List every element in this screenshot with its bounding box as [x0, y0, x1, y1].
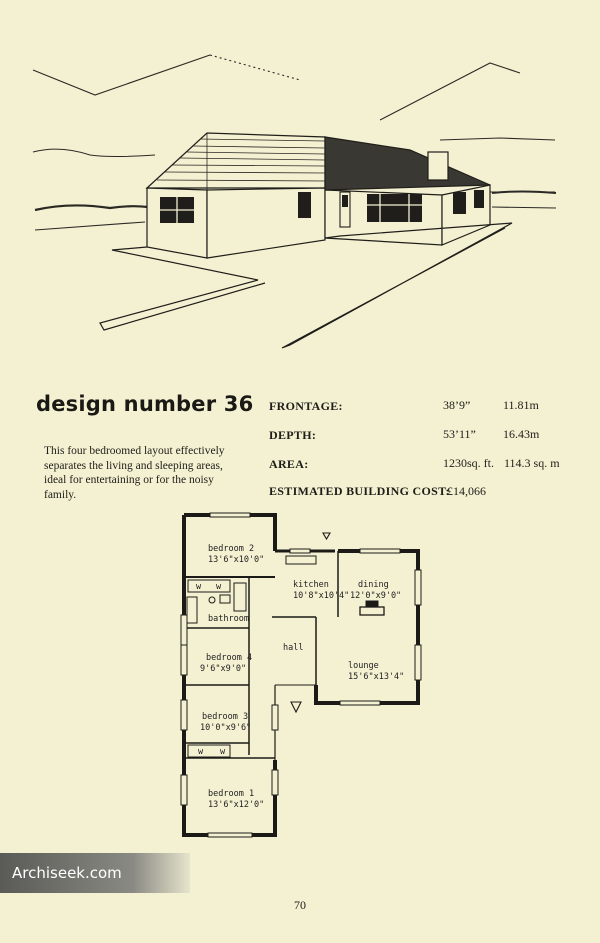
floor-plan: [160, 505, 460, 850]
room-label-dining: dining: [358, 580, 389, 590]
spec-label-depth: DEPTH:: [269, 428, 317, 442]
spec-cost-value: £14,066: [447, 484, 486, 498]
room-label-hall: hall: [283, 643, 304, 653]
house-perspective-sketch: [0, 40, 600, 360]
room-size-bedroom-1: 13'6"x12'0": [208, 800, 265, 810]
watermark-banner: [0, 853, 190, 893]
wardrobe-mark: w: [216, 582, 222, 592]
wardrobe-mark: w: [198, 747, 204, 757]
spec-frontage-imperial: 38’9”: [443, 398, 471, 412]
room-size-bedroom-2: 13'6"x10'0": [208, 555, 265, 565]
room-size-lounge: 15'6"x13'4": [348, 672, 405, 682]
spec-label-frontage: FRONTAGE:: [269, 399, 343, 413]
room-label-kitchen: kitchen: [293, 580, 329, 590]
room-size-dining: 12'0"x9'0": [350, 591, 402, 601]
spec-area-metric: 114.3 sq. m: [504, 456, 560, 470]
spec-frontage-metric: 11.81m: [503, 398, 539, 412]
room-size-bedroom-4: 9'6"x9'0": [200, 664, 247, 674]
watermark-text: Archiseek.com: [12, 864, 122, 882]
design-title: design number 36: [36, 392, 254, 416]
spec-depth-imperial: 53’11”: [443, 427, 476, 441]
room-size-bedroom-3: 10'0"x9'6": [200, 723, 252, 733]
spec-label-cost: ESTIMATED BUILDING COST:: [269, 484, 450, 498]
room-label-bedroom-2: bedroom 2: [208, 544, 255, 554]
page-number: 70: [294, 898, 306, 912]
design-description: This four bedroomed layout effectively separates the living and sleeping areas, ideal for entertaining or for the noisy family.: [44, 445, 225, 501]
room-label-bedroom-3: bedroom 3: [202, 712, 249, 722]
room-label-bedroom-4: bedroom 4: [206, 653, 253, 663]
wardrobe-mark: w: [220, 747, 226, 757]
room-label-lounge: lounge: [348, 661, 379, 671]
wardrobe-mark: w: [196, 582, 202, 592]
spec-area-imperial: 1230sq. ft.: [443, 456, 494, 470]
spec-depth-metric: 16.43m: [503, 427, 540, 441]
room-label-bedroom-1: bedroom 1: [208, 789, 255, 799]
room-size-kitchen: 10'8"x10'4": [293, 591, 350, 601]
spec-label-area: AREA:: [269, 457, 309, 471]
room-label-bathroom: bathroom: [208, 614, 249, 624]
